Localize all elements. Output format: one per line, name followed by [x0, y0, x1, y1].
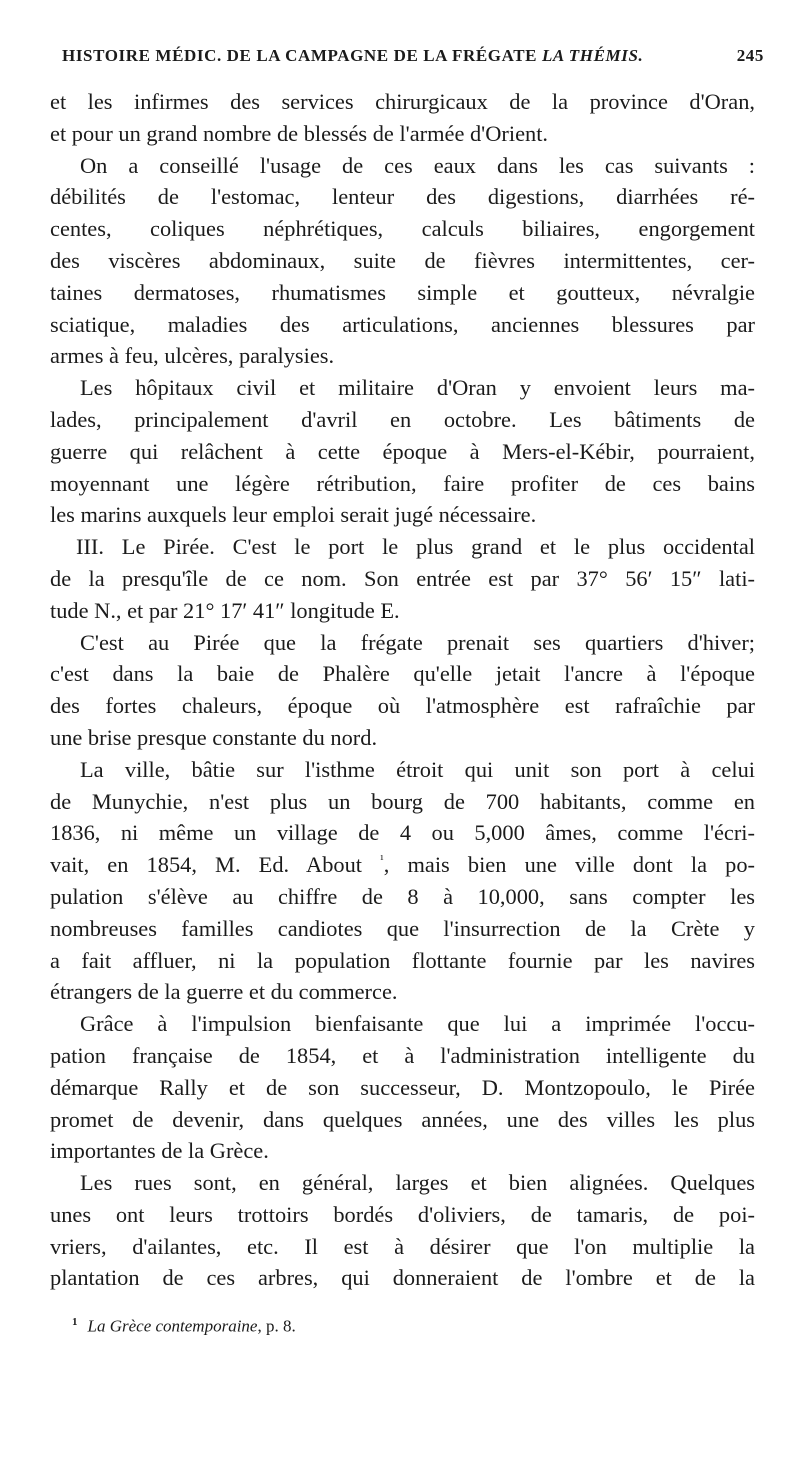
text-line: les marins auxquels leur emploi serait jugé nécessaire. — [50, 502, 537, 528]
footnote — [72, 1316, 296, 1337]
text-line: vriers, d'ailantes, etc. Il est à désirer que l'on multiplie la — [50, 1233, 755, 1259]
text-line: des viscères abdominaux, suite de fièvres intermittentes, cer- — [50, 247, 755, 273]
text-line: III. Le Pirée. C'est le port le plus grand et le plus occidental — [76, 534, 755, 560]
text-line: pation française de 1854, et à l'administration intelligente du — [50, 1042, 755, 1068]
text-line: de la presqu'île de ce nom. Son entrée est par 37° 56′ 15″ lati- — [50, 565, 755, 591]
text-line: 1836, ni même un village de 4 ou 5,000 âmes, comme l'écri- — [50, 820, 755, 846]
text-line: Grâce à l'impulsion bienfaisante que lui a imprimée l'occu- — [80, 1011, 755, 1037]
text-line: de Munychie, n'est plus un bourg de 700 habitants, comme en — [50, 788, 755, 814]
text-line: importantes de la Grèce. — [50, 1138, 269, 1164]
text-line: une brise presque constante du nord. — [50, 724, 378, 750]
text-line: tude N., et par 21° 17′ 41″ longitude E. — [50, 597, 400, 623]
body-text — [50, 86, 755, 1294]
text-line: moyennant une légère rétribution, faire profiter de ces bains — [50, 470, 755, 496]
text-line: promet de devenir, dans quelques années, une des villes les plus — [50, 1106, 755, 1132]
text-line: C'est au Pirée que la frégate prenait ses quartiers d'hiver; — [80, 629, 755, 655]
text-line: centes, coliques néphrétiques, calculs biliaires, engorgement — [50, 216, 755, 242]
text-line: On a conseillé l'usage de ces eaux dans les cas suivants : — [80, 152, 755, 178]
text-line-with-footnote: vait, en 1854, M. Ed. About $^{^1}$, mais bien une ville dont la po- — [50, 852, 755, 878]
text-line: taines dermatoses, rhumatismes simple et goutteux, névralgie — [50, 279, 755, 305]
running-head-title-prefix: HISTOIRE MÉDIC. DE LA CAMPAGNE DE LA FRÉGATE — [62, 46, 538, 65]
footnote-marker: 1 — [72, 1316, 78, 1328]
running-head — [62, 46, 764, 76]
text-line: Les rues sont, en général, larges et bien alignées. Quelques — [80, 1170, 755, 1196]
text-line: c'est dans la baie de Phalère qu'elle jetait l'ancre à l'époque — [50, 661, 755, 687]
text-line: et les infirmes des services chirurgicaux de la province d'Oran, — [50, 89, 755, 114]
running-head-ship-name: LA THÉMIS. — [541, 46, 644, 65]
text-line: des fortes chaleurs, époque où l'atmosphère est rafraîchie par — [50, 693, 755, 719]
text-line: pulation s'élève au chiffre de 8 à 10,000, sans compter les — [50, 883, 755, 909]
text-line: sciatique, maladies des articulations, anciennes blessures par — [50, 311, 755, 337]
text-line: étrangers de la guerre et du commerce. — [50, 979, 398, 1005]
text-line: unes ont leurs trottoirs bordés d'oliviers, de tamaris, de poi- — [50, 1201, 755, 1227]
text-line: nombreuses familles candiotes que l'insurrection de la Crète y — [50, 915, 755, 941]
text-line: lades, principalement d'avril en octobre. Les bâtiments de — [50, 406, 755, 432]
text-line: a fait affluer, ni la population flottante fournie par les navires — [50, 947, 755, 973]
text-segment: vait, en 1854, M. Ed. About — [50, 852, 363, 878]
text-line: débilités de l'estomac, lenteur des digestions, diarrhées ré- — [50, 184, 755, 210]
text-line: démarque Rally et de son successeur, D. Montzopoulo, le Pirée — [50, 1074, 755, 1100]
text-line: plantation de ces arbres, qui donneraient de l'ombre et de la — [50, 1265, 755, 1291]
text-line: armes à feu, ulcères, paralysies. — [50, 343, 335, 369]
text-line: La ville, bâtie sur l'isthme étroit qui unit son port à celui — [80, 756, 755, 782]
text-line: et pour un grand nombre de blessés de l'armée d'Orient. — [50, 120, 549, 146]
footnote-rest: , p. 8. — [257, 1316, 296, 1336]
text-segment: mais bien une ville dont la po- — [407, 852, 755, 878]
running-head-title — [62, 46, 643, 66]
text-line: Les hôpitaux civil et militaire d'Oran y envoient leurs ma- — [80, 375, 755, 401]
footnote-reference: ¹ — [380, 852, 384, 867]
text-line: guerre qui relâchent à cette époque à Mers-el-Kébir, pourraient, — [50, 438, 755, 464]
page-number: 245 — [736, 46, 764, 65]
footnote-title: La Grèce contemporaine — [87, 1316, 258, 1336]
